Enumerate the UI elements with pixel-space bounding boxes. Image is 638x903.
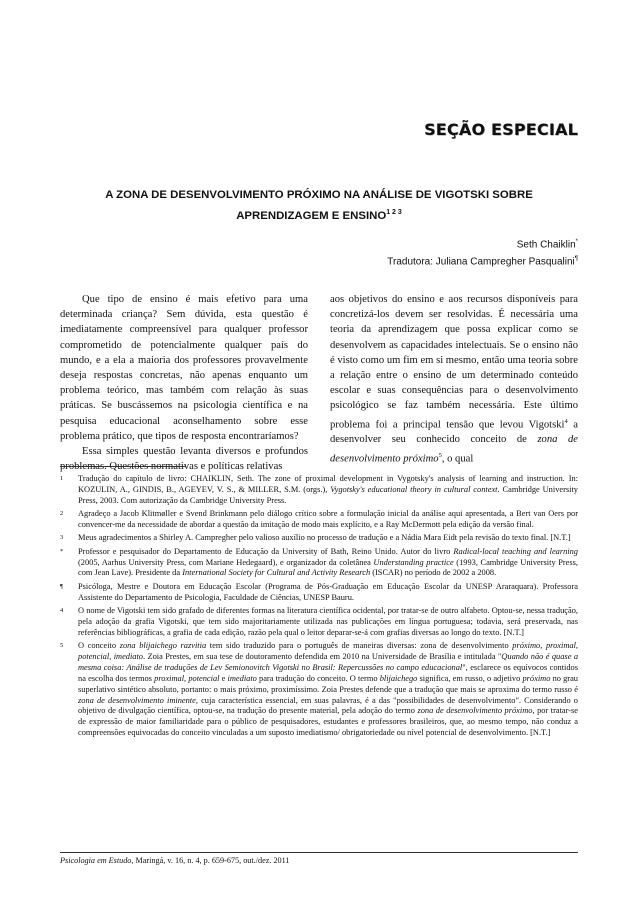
- footnote-5: [60, 641, 578, 739]
- translator-mark: ¶: [574, 256, 578, 263]
- fn7-l: Quando não é quase a mesma coisa: Análise de traduções de Lev Semionovitch Vigotski no Brasil: Repercussões no campo educacional: [78, 651, 579, 672]
- fn1-b: Vygotsky's educational theory in cultural context: [330, 484, 498, 494]
- fn7-o: e: [219, 673, 228, 683]
- footnote-translator: [60, 582, 578, 604]
- fn4-d: Understanding practice: [373, 557, 454, 567]
- fn7-k: . Zoia Prestes, em sua tese de doutoramento defendida em 2010 na Universidade de Brasília e intitulada ": [143, 651, 502, 661]
- fn7-b: zona blijaichego razvitia: [119, 641, 207, 651]
- journal-citation: , Maringá, v. 16, n. 4, p. 659-675, out./dez. 2011: [131, 856, 290, 865]
- body-p3-mark-4: 4: [564, 417, 568, 425]
- author-line: [387, 235, 578, 252]
- fn7-a: O conceito: [78, 641, 120, 651]
- footnote-text: [78, 547, 578, 580]
- footnote-mark: 4: [60, 606, 64, 614]
- fn7-n: proximal, potencial: [154, 673, 220, 683]
- footnote-mark: 1: [60, 475, 64, 482]
- fn4-f: International Society for Cultural and Activity Research: [182, 568, 371, 578]
- footnote-separator: [60, 466, 186, 467]
- fn7-t: próximo: [522, 673, 551, 683]
- author-mark: *: [575, 239, 578, 245]
- fn7-h: potencial: [78, 651, 110, 661]
- body-p3-mark-5: 5: [438, 451, 442, 459]
- body-paragraph-1: Que tipo de ensino é mais efetivo para uma determinada criança? Sem dúvida, esta questão é imediatamente compreensível para qualquer professor comprometido de potencialmente qualquer país do mundo, e a ela a maioria dos professores provavelmente deseja respostas concretas, não apenas enquanto um problema teórico, mas também com relação às suas práticas. Se buscássemos na psicologia científica e na pesquisa educacional aconselhamento sobre esse problema prático, que tipos de resposta encontraríamos?: [60, 294, 308, 442]
- fn7-v: zona de desenvolvimento iminente: [78, 695, 196, 705]
- footnote-1: [60, 474, 578, 507]
- footnote-3: [60, 533, 578, 544]
- fn7-f: proximal: [545, 641, 576, 651]
- page-footer: [60, 855, 290, 866]
- translator-name: Tradutora: Juliana Campregher Pasqualini: [387, 256, 575, 268]
- fn7-j: imediato: [113, 651, 143, 661]
- fn7-r: blijaichego: [379, 673, 418, 683]
- fn7-g: ,: [575, 641, 578, 651]
- fn7-m: ", esclarece os equívocos contidos na escolha dos termos: [78, 662, 578, 683]
- body-p3-part-a: aos objetivos do ensino e aos recursos disponíveis para concretizá-los devem ser resolvidas. É necessária uma teoria da aprendizagem que possa explicar como se desenvolvem as capacidades intelectuais. Se o ensino não é visto como um fim em si mesmo, então uma teoria sobre a relação entre o ensino de um determinado conteúdo escolar e suas consequências para o desenvolvimento psicológico se faz também necessária. Este último problema foi a principal tensão que levou Vigotski: [330, 294, 578, 431]
- footnote-text: Agradeço a Jacob Klitmøller e Svend Brinkmann pelo diálogo crítico sobre a formulação inicial da análise aqui apresentada, a Bert van Oers por convencer-me da necessidade de abordar a questão da imitação de modo mais explícito, e a Ray McDermott pela edição da versão final.: [78, 509, 578, 530]
- footer-separator: [60, 852, 578, 853]
- fn4-c: (2005, Aarhus University Press, com Mariane Hedegaard), e organizador da coletânea: [78, 557, 374, 567]
- fn7-s: significa, em russo, o adjetivo: [417, 673, 523, 683]
- fn7-y: , por tratar-se de expressão de maior familiaridade para o público de pesquisadores, estudantes e professores brasileiros, que, ao mesmo tempo, não conduz a compreensões equivocadas do conceito vinculadas a um suposto imediatismo/ obrigatoriedade ou nível potencial de desenvolvimento. [N.T.]: [78, 706, 579, 738]
- body-p3-part-b: a desenvolver seu conhecido conceito de: [330, 419, 578, 446]
- body-paragraph-3: [330, 292, 578, 466]
- body-column-left: [60, 292, 308, 474]
- fn1-c: . Cambridge University Press, 2003. Com autorização da Cambridge University Press.: [78, 484, 578, 505]
- fn1-a: Tradução do capítulo de livro: CHAIKLIN, Seth. The zone of proximal development in Vygotsky's analysis of learning and instruction. In: KOZULIN, A., GINDIS, B., AGEYEV, V. S., & MILLER, S.M. (orgs.),: [78, 474, 578, 494]
- body-paragraph-2: Essa simples questão levanta diversos e profundos problemas. Questões normativas e políticas relativas: [60, 446, 308, 473]
- footnote-mark: 2: [60, 510, 64, 518]
- section-label: SEÇÃO ESPECIAL: [424, 120, 578, 139]
- fn7-c: tem sido traduzido para o português de maneiras diversas: zona de desenvolvimento: [206, 641, 513, 651]
- fn4-a: Professor e pesquisador do Departamento de Educação da University of Bath, Reino Unido. Autor do livro: [78, 546, 454, 556]
- article-title: [60, 187, 578, 225]
- body-p3-term: zona de desenvolvimento próximo: [330, 434, 578, 465]
- footnote-text: Psicóloga, Mestre e Doutora em Educação Escolar (Programa de Pós-Graduação em Educação Escolar da UNESP Araraquara). Professora Assistente do Departamento de Psicologia, Faculdade de Ciências, UNESP Bauru.: [78, 581, 578, 602]
- footnote-text: [78, 474, 578, 507]
- footnote-text: O nome de Vigotski tem sido grafado de diferentes formas na literatura científica ocidental, por tratar-se de outro alfabeto. Optou-se, nessa tradução, pela adoção da grafia Vigotski, que tem sido majoritariamente utilizada nas publicações em língua portuguesa; todavia, será preservada, nas referências bibliográficas, a grafia de cada edição, razão pela qual o leitor deparar-se-á com grafias diversas ao longo do texto. [N.T.]: [78, 605, 578, 637]
- footnote-mark: 5: [60, 642, 64, 650]
- body-column-right: [330, 292, 578, 466]
- fn7-q: para tradução do conceito. O termo: [256, 673, 380, 683]
- fn4-g: (ISCAR) no período de 2002 a 2008.: [370, 568, 497, 578]
- footnote-text: [78, 641, 578, 739]
- journal-name: Psicologia em Estudo: [60, 856, 132, 865]
- fn7-e: ,: [540, 641, 546, 651]
- body-p3-part-c: , o qual: [441, 453, 474, 465]
- title-line-1: A ZONA DE DESENVOLVIMENTO PRÓXIMO NA ANÁLISE DE VIGOTSKI SOBRE: [105, 189, 533, 201]
- footnote-text: Meus agradecimentos a Shirley A. Campregher pelo valioso auxílio no processo de tradução e a Nádia Mara Eidt pela revisão do texto final. [N.T.]: [78, 533, 571, 543]
- footnote-4: [60, 606, 578, 639]
- fn7-w: , cuja característica essencial, em suas palavras, é a das "possibilidades de desenvolvimento". Considerando o objetivo de divulgação científica, optou-se, na tradução do presente material, pela adoção do termo: [78, 695, 578, 716]
- fn4-e: (1993, Cambridge University Press, com Jean Lave). Presidente da: [78, 557, 578, 578]
- footnote-author: [60, 547, 578, 580]
- footnotes: [60, 474, 578, 742]
- title-line-2-text: APRENDIZAGEM E ENSINO: [236, 209, 387, 222]
- fn7-i: ,: [109, 651, 114, 661]
- author-block: [387, 235, 578, 270]
- author-name: Seth Chaiklin: [516, 239, 576, 251]
- footnote-mark: ¶: [60, 582, 63, 590]
- title-footnote-marks: 1 2 3: [386, 209, 402, 216]
- fn7-d: próximo: [512, 641, 541, 651]
- translator-line: [387, 252, 578, 269]
- fn7-x: zona de desenvolvimento próximo: [417, 706, 533, 716]
- footnote-mark: 3: [60, 534, 64, 542]
- footnote-mark: *: [60, 547, 64, 555]
- title-line-2: [60, 204, 578, 225]
- fn7-u: no grau superlativo sintético absoluto, portanto: o mais próximo, proximíssimo. Zoia Prestes defende que a tradução que mais se aproxima do termo russo é: [78, 673, 578, 694]
- footnote-2: [60, 509, 578, 531]
- fn4-b: Radical-local teaching and learning: [453, 546, 578, 556]
- fn7-p: imediato: [227, 673, 257, 683]
